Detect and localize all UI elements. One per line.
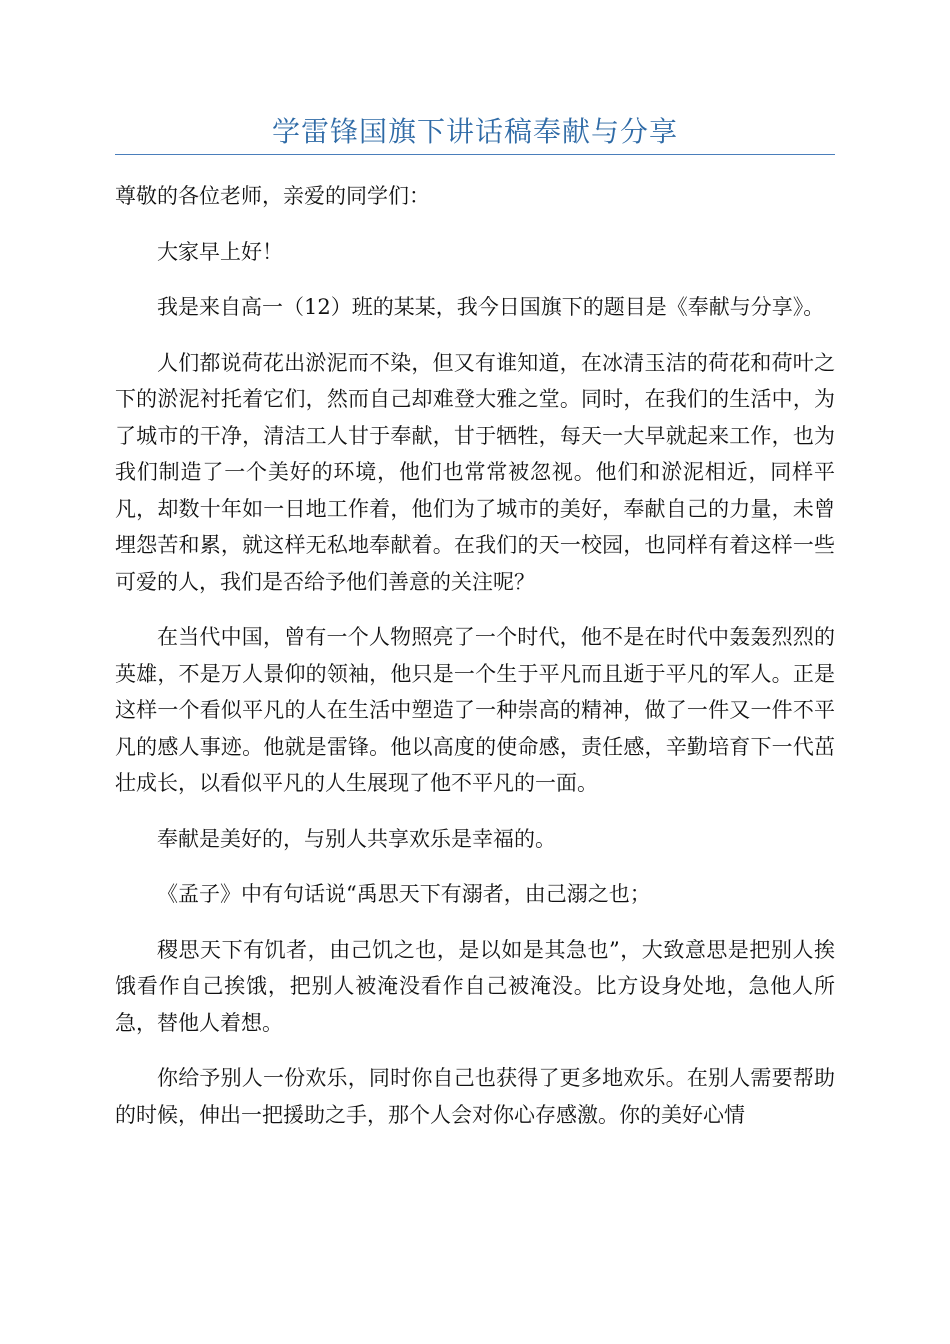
body-paragraph: 奉献是美好的，与别人共享欢乐是幸福的。 [157,826,556,851]
greeting-paragraph: 大家早上好！ [157,239,283,264]
body-paragraph: 你给予别人一份欢乐，同时你自己也获得了更多地欢乐。在别人需要帮助的时候，伸出一把援助之手，那个人会对你心存感激。你的美好心情 [115,1066,835,1127]
body-paragraph: 稷思天下有饥者，由己饥之也，是以如是其急也”，大致意思是把别人挨饿看作自己挨饿，把别人被淹没看作自己被淹没。比方设身处地，急他人所急，替他人着想。 [115,937,835,1035]
body-paragraph: 在当代中国，曾有一个人物照亮了一个时代，他不是在时代中轰轰烈烈的英雄，不是万人景仰的领袖，他只是一个生于平凡而且逝于平凡的军人。正是这样一个看似平凡的人在生活中塑造了一种崇高的精神，做了一件又一件不平凡的感人事迹。他就是雷锋。他以高度的使命感，责任感，辛勤培育下一代茁壮成长，以看似平凡的人生展现了他不平凡的一面。 [115,625,835,795]
body-paragraph: 《孟子》中有句话说“禹思天下有溺者，由己溺之也； [157,882,651,906]
body-paragraph: 人们都说荷花出淤泥而不染，但又有谁知道，在冰清玉洁的荷花和荷叶之下的淤泥衬托着它们，然而自己却难登大雅之堂。同时，在我们的生活中，为了城市的干净，清洁工人甘于奉献，甘于牺牲，每天一大早就起来工作，也为我们制造了一个美好的环境，他们也常常被忽视。他们和淤泥相近，同样平凡，却数十年如一日地工作着，他们为了城市的美好，奉献自己的力量，未曾埋怨苦和累，就这样无私地奉献着。在我们的天一校园，也同样有着这样一些可爱的人，我们是否给予他们善意的关注呢？ [115,350,835,594]
body-paragraph: 我是来自高一（12）班的某某，我今日国旗下的题目是《奉献与分享》。 [157,295,825,319]
title-underline [115,154,835,155]
document-body [115,178,835,1152]
document-title: 学雷锋国旗下讲话稿奉献与分享 [271,115,678,148]
salutation-paragraph: 尊敬的各位老师，亲爱的同学们： [115,184,430,208]
